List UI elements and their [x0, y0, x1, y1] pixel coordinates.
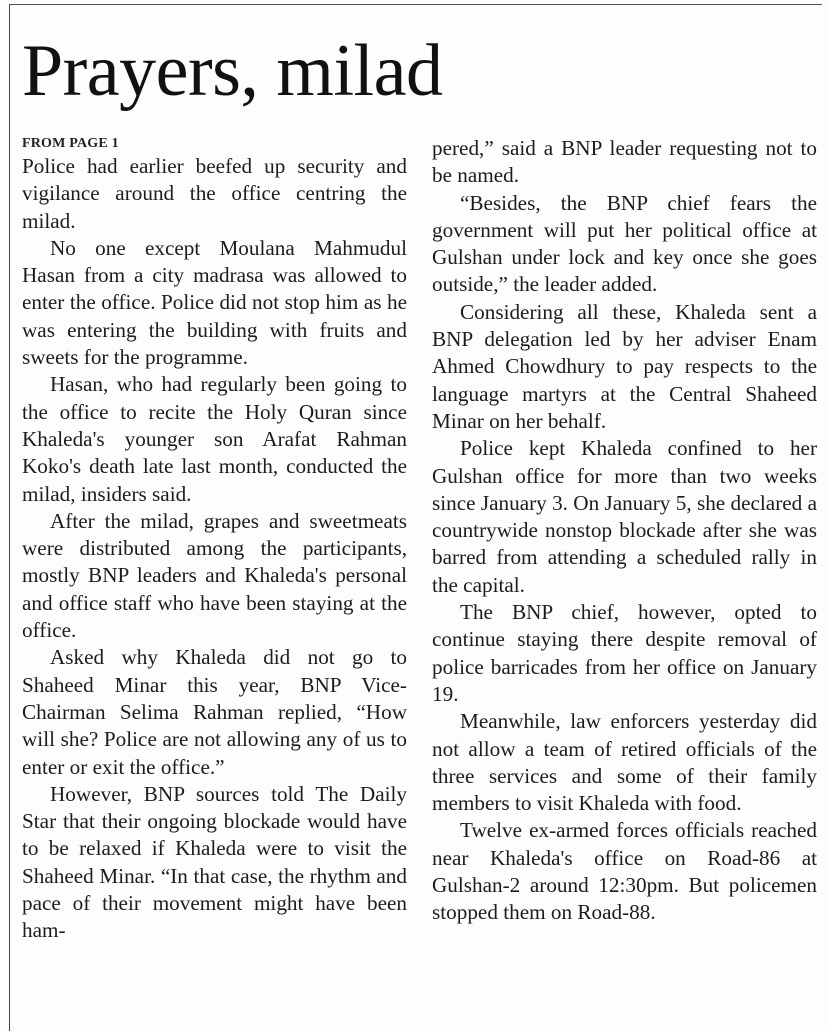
paragraph: No one except Moulana Mahmudul Hasan from a city madrasa was allowed to enter the office. Police did not stop him as he was entering the building with fruits and sweets for the programme. [22, 235, 407, 370]
left-border-rule [9, 4, 10, 1031]
paragraph: Considering all these, Khaleda sent a BNP delegation led by her adviser Enam Ahmed Chowdhury to pay respects to the language martyrs at the Central Shaheed Minar on her behalf. [432, 299, 817, 433]
left-column [22, 153, 407, 945]
paragraph: pered,” said a BNP leader requesting not to be named. [432, 136, 817, 188]
headline: Prayers, milad [22, 30, 443, 112]
paragraph: “Besides, the BNP chief fears the government will put her political office at Gulshan under lock and key once she goes outside,” the leader added. [432, 190, 817, 297]
paragraph: Asked why Khaleda did not go to Shaheed Minar this year, BNP Vice-Chairman Selima Rahman replied, “How will she? Police are not allowing any of us to enter or exit the office.” [22, 645, 407, 779]
paragraph: The BNP chief, however, opted to continue staying there despite removal of police barricades from her office on January 19. [432, 600, 817, 706]
kicker-from-page: FROM PAGE 1 [22, 136, 119, 151]
paragraph: Police kept Khaleda confined to her Gulshan office for more than two weeks since January 3. On January 5, she declared a countrywide nonstop blockade after she was barred from attending a scheduled rally in the capital. [432, 436, 817, 597]
paragraph: After the milad, grapes and sweetmeats were distributed among the participants, mostly BNP leaders and Khaleda's personal and office staff who have been staying at the office. [22, 508, 407, 643]
paragraph: Police had earlier beefed up security and vigilance around the office centring the milad. [22, 154, 407, 233]
paragraph: Twelve ex-armed forces officials reached near Khaleda's office on Road-86 at Gulshan-2 around 12:30pm. But policemen stopped them on Road-88. [432, 818, 817, 925]
paragraph: Meanwhile, law enforcers yesterday did not allow a team of retired officials of the three services and some of their family members to visit Khaleda with food. [432, 709, 817, 816]
paragraph: Hasan, who had regularly been going to the office to recite the Holy Quran since Khaleda's younger son Arafat Rahman Koko's death late last month, conducted the milad, insiders said. [22, 372, 407, 506]
top-border-rule [10, 4, 822, 5]
right-column [432, 135, 817, 927]
paragraph: However, BNP sources told The Daily Star that their ongoing blockade would have to be relaxed if Khaleda were to visit the Shaheed Minar. “In that case, the rhythm and pace of their movement might have been ham- [22, 781, 407, 943]
